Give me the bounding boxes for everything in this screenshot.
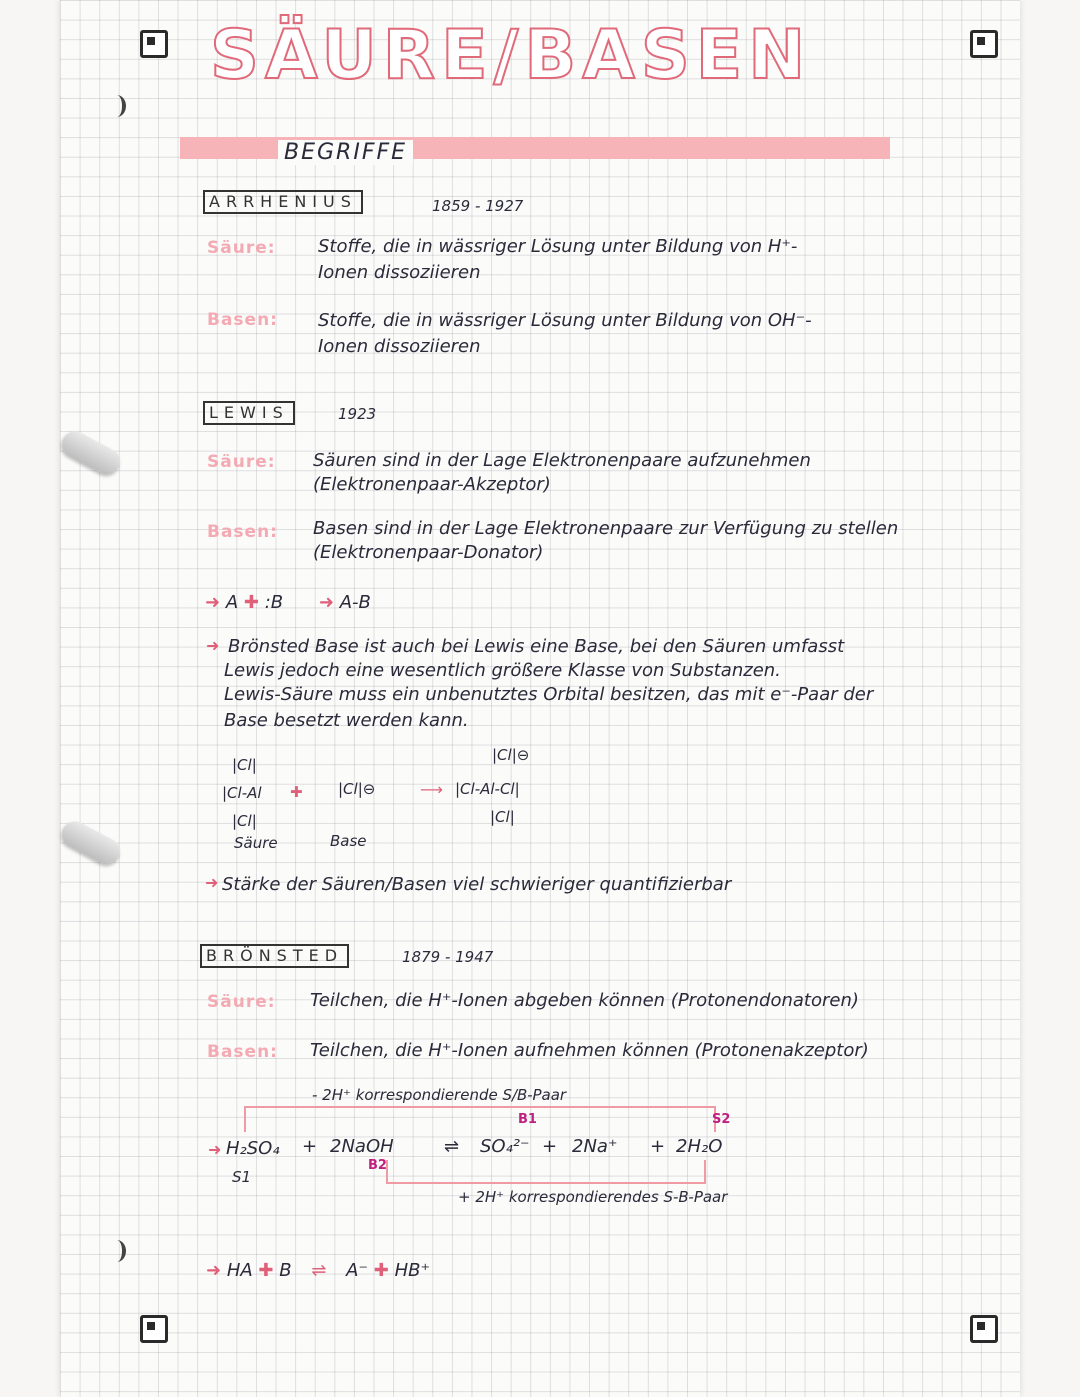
arrhenius-saure-text-2: Ionen dissoziieren — [318, 262, 481, 283]
pair-bottom-bracket-right — [704, 1160, 706, 1184]
bronsted-basen-label: Basen: — [207, 1042, 278, 1062]
general-reaction — [206, 1260, 430, 1281]
bronsted-label: BRÖNSTED — [200, 944, 349, 968]
reaction-b: :B — [264, 592, 284, 613]
eq-plus-2: + — [542, 1136, 558, 1157]
plus-icon: ✚ — [258, 1260, 274, 1281]
eq-h2o: 2H₂O — [676, 1136, 723, 1157]
pair-bottom-label: + 2H⁺ korrespondierendes S-B-Paar — [458, 1188, 728, 1206]
lewis-saure-label: Säure: — [207, 452, 276, 472]
lewis-years: 1923 — [338, 405, 377, 423]
eq-plus-3: + — [650, 1136, 666, 1157]
bronsted-basen-text: Teilchen, die H⁺-Ionen aufnehmen können (Protonenakzeptor) — [310, 1040, 869, 1061]
eq-so4: SO₄²⁻ — [480, 1136, 530, 1157]
arrhenius-saure-text-1: Stoffe, die in wässriger Lösung unter Bildung von H⁺- — [318, 236, 798, 257]
lewis-saure-text-1: Säuren sind in der Lage Elektronenpaare aufzunehmen — [313, 450, 811, 471]
eq-h2so4: H₂SO₄ — [226, 1138, 280, 1159]
b2-label: B2 — [368, 1158, 387, 1173]
bronsted-saure-label: Säure: — [207, 992, 276, 1012]
bronsted-saure-text: Teilchen, die H⁺-Ionen abgeben können (Protonendonatoren) — [310, 990, 859, 1011]
pair-top-label: - 2H⁺ korrespondierende S/B-Paar — [312, 1086, 567, 1104]
mol-saure-mid: |Cl-Al — [222, 784, 262, 802]
eq-na: 2Na⁺ — [572, 1136, 618, 1157]
mol-base-label: Base — [330, 832, 367, 850]
arrhenius-basen-text-2: Ionen dissoziieren — [318, 336, 481, 357]
arrhenius-saure-label: Säure: — [207, 238, 276, 258]
lewis-strength-note: Stärke der Säuren/Basen viel schwieriger quantifizierbar — [222, 874, 732, 895]
lewis-note-4: Base besetzt werden kann. — [224, 710, 469, 731]
arrow-icon: ➜ — [318, 592, 334, 613]
arrow-icon: ➜ — [206, 1260, 222, 1281]
corner-marker-top-right-icon — [970, 30, 998, 58]
bullet-icon: ➜ — [206, 636, 220, 655]
binder-hole-icon — [108, 95, 126, 117]
lewis-basen-text-2: (Elektronenpaar-Donator) — [313, 542, 544, 563]
reaction-ab: A-B — [339, 592, 371, 613]
lewis-basen-text-1: Basen sind in der Lage Elektronenpaare zur Verfügung zu stellen — [313, 518, 899, 539]
pair-top-bracket — [244, 1106, 716, 1108]
arrow-icon: ➜ — [205, 592, 221, 613]
gen-ha: HA — [226, 1260, 253, 1281]
lewis-saure-text-2: (Elektronenpaar-Akzeptor) — [313, 474, 551, 495]
s2-label: S2 — [712, 1112, 731, 1127]
gen-a: A⁻ — [346, 1260, 368, 1281]
binder-hole-icon — [108, 1240, 126, 1262]
plus-icon: ✚ — [243, 592, 259, 613]
section-heading: BEGRIFFE — [278, 140, 413, 165]
lewis-basen-label: Basen: — [207, 522, 278, 542]
eq-arrow: ⇌ — [444, 1136, 460, 1157]
corner-marker-top-left-icon — [140, 30, 168, 58]
arrhenius-years: 1859 - 1927 — [432, 197, 524, 215]
s1-label: S1 — [232, 1168, 252, 1186]
lewis-note-2: Lewis jedoch eine wesentlich größere Klasse von Substanzen. — [224, 660, 781, 681]
mol-saure-label: Säure — [234, 834, 278, 852]
mol-product-mid: |Cl-Al-Cl| — [455, 780, 520, 798]
pair-bottom-bracket — [386, 1182, 706, 1184]
lewis-label: LEWIS — [203, 401, 295, 425]
arrhenius-label: ARRHENIUS — [203, 190, 363, 214]
reaction-a: A — [225, 592, 239, 613]
page-title: SÄURE/BASEN — [210, 16, 812, 95]
mol-base: |Cl|⊖ — [338, 780, 376, 798]
arrow-icon: ➜ — [208, 1140, 222, 1159]
pair-top-bracket-left — [244, 1106, 246, 1132]
bullet-icon: ➜ — [205, 873, 219, 892]
b1-label: B1 — [518, 1112, 537, 1127]
corner-marker-bottom-right-icon — [970, 1315, 998, 1343]
arrow-icon: ⟶ — [420, 780, 443, 799]
gen-b: B — [279, 1260, 292, 1281]
lewis-reaction — [205, 592, 371, 613]
corner-marker-bottom-left-icon — [140, 1315, 168, 1343]
equilibrium-icon: ⇌ — [311, 1260, 327, 1281]
lewis-note-1: Brönsted Base ist auch bei Lewis eine Base, bei den Säuren umfasst — [228, 636, 845, 657]
lewis-note-3: Lewis-Säure muss ein unbenutztes Orbital besitzen, das mit e⁻-Paar der — [224, 684, 874, 705]
mol-product-top: |Cl|⊖ — [492, 746, 530, 764]
mol-product-bot: |Cl| — [490, 808, 515, 826]
arrhenius-basen-label: Basen: — [207, 310, 278, 330]
gen-hb: HB⁺ — [394, 1260, 430, 1281]
mol-saure-bot: |Cl| — [232, 812, 257, 830]
mol-saure-top: |Cl| — [232, 756, 257, 774]
arrhenius-basen-text-1: Stoffe, die in wässriger Lösung unter Bildung von OH⁻- — [318, 310, 812, 331]
eq-plus-1: + — [302, 1136, 318, 1157]
plus-icon: ✚ — [290, 783, 303, 801]
eq-naoh: 2NaOH — [330, 1136, 394, 1157]
bronsted-years: 1879 - 1947 — [402, 948, 494, 966]
plus-icon: ✚ — [373, 1260, 389, 1281]
